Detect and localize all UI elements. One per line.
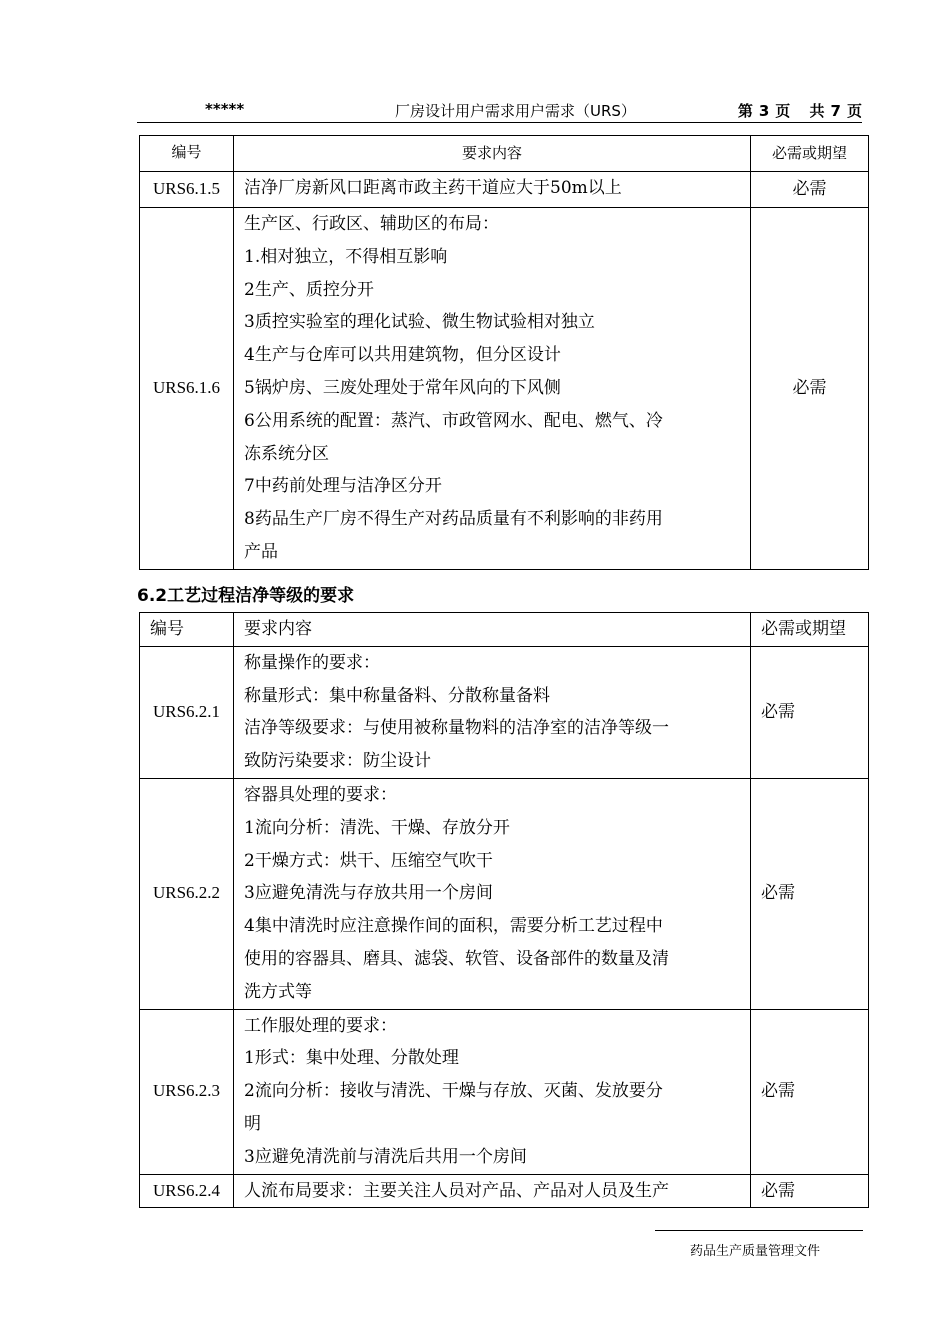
row-requirement: 必需	[751, 646, 869, 778]
header-left-mark: *****	[205, 100, 245, 118]
row-requirement: 必需	[751, 778, 869, 1009]
row-id: URS6.1.5	[140, 172, 234, 208]
footer-text: 药品生产质量管理文件	[690, 1244, 821, 1259]
column-header-id: 编号	[140, 613, 234, 647]
page-indicator: 第 3 页 共 7 页	[737, 102, 862, 120]
row-content: 工作服处理的要求： 1形式：集中处理、分散处理 2流向分析：接收与清洗、干燥与存放、灭菌、发放要分 明 3应避免清洗前与清洗后共用一个房间	[234, 1009, 751, 1174]
row-id: URS6.2.2	[140, 778, 234, 1009]
row-requirement: 必需	[751, 208, 869, 570]
footer-divider	[655, 1230, 863, 1231]
column-header-requirement: 必需或期望	[751, 613, 869, 647]
row-content: 洁净厂房新风口距离市政主药干道应大于50m以上	[234, 172, 751, 208]
table-row	[140, 172, 869, 208]
table-row	[140, 778, 869, 1009]
row-content: 称量操作的要求： 称量形式：集中称量备料、分散称量备料 洁净等级要求：与使用被称量物料的洁净室的洁净等级一 致防污染要求：防尘设计	[234, 646, 751, 778]
table-row	[140, 1009, 869, 1174]
document-title: 厂房设计用户需求用户需求（URS）	[395, 102, 636, 120]
row-requirement: 必需	[751, 1174, 869, 1208]
table-row	[140, 1174, 869, 1208]
row-content: 人流布局要求：主要关注人员对产品、产品对人员及生产	[234, 1174, 751, 1208]
row-requirement: 必需	[751, 1009, 869, 1174]
row-id: URS6.1.6	[140, 208, 234, 570]
row-requirement: 必需	[751, 172, 869, 208]
row-id: URS6.2.3	[140, 1009, 234, 1174]
row-id: URS6.2.1	[140, 646, 234, 778]
row-content: 容器具处理的要求： 1流向分析：清洗、干燥、存放分开 2干燥方式：烘干、压缩空气吹干 3应避免清洗与存放共用一个房间 4集中清洗时应注意操作间的面积，需要分析工艺过程中 使用的容器具、磨具、滤袋、软管、设备部件的数量及清 洗方式等	[234, 778, 751, 1009]
column-header-id: 编号	[140, 136, 234, 172]
table-header-row	[140, 613, 869, 647]
column-header-content: 要求内容	[234, 136, 751, 172]
table-row	[140, 208, 869, 570]
row-id: URS6.2.4	[140, 1174, 234, 1208]
section-heading: 6.2工艺过程洁净等级的要求	[137, 586, 355, 606]
column-header-content: 要求内容	[234, 613, 751, 647]
requirements-table-6-1	[139, 135, 869, 570]
column-header-requirement: 必需或期望	[751, 136, 869, 172]
row-content: 生产区、行政区、辅助区的布局： 1.相对独立，不得相互影响 2生产、质控分开 3质控实验室的理化试验、微生物试验相对独立 4生产与仓库可以共用建筑物，但分区设计 5锅炉房、三废处理处于常年风向的下风侧 6公用系统的配置：蒸汽、市政管网水、配电、燃气、冷 冻系统分区 7中药前处理与洁净区分开 8药品生产厂房不得生产对药品质量有不利影响的非药用 产品	[234, 208, 751, 570]
table-header-row	[140, 136, 869, 172]
requirements-table-6-2	[139, 612, 869, 1208]
table-row	[140, 646, 869, 778]
page-current: 3	[758, 102, 770, 120]
page-header	[137, 96, 862, 123]
page-total: 7	[830, 102, 841, 120]
